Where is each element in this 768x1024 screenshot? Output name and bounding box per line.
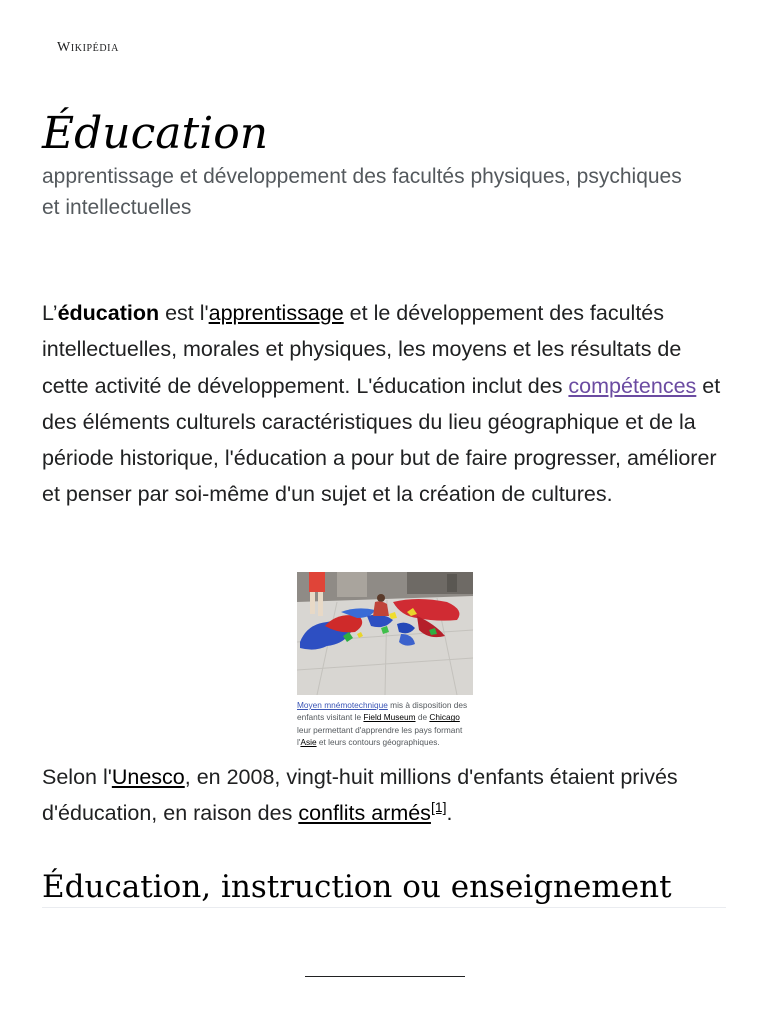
caption-text: leur permettant d'apprendre les pays formant l' <box>297 724 463 747</box>
link-conflits-armes[interactable]: conflits armés <box>298 801 431 826</box>
text-run: . <box>446 801 453 826</box>
text-run: Selon l' <box>42 765 112 789</box>
caption-text: mis à disposition des enfants visitant le <box>297 700 468 723</box>
text-run: et des éléments culturels caractéristiques du lieu géographique et de la période historique, l'éducation a pour but de faire progresser, améliorer et penser par soi-même d'un sujet et la création de cultures. <box>42 373 721 507</box>
link-competences[interactable]: compétences <box>568 373 697 398</box>
link-moyen-mnemotechnique[interactable]: Moyen mnémotechnique <box>297 700 388 710</box>
section-heading[interactable]: Éducation, instruction ou enseignement <box>42 869 672 905</box>
figure-image[interactable] <box>297 572 473 695</box>
article-figure <box>297 572 473 748</box>
wikipedia-wordmark[interactable]: Wikipédia <box>57 40 119 55</box>
text-run: , en 2008, vingt-huit millions d'enfants étaient privés d'éducation, en raison des <box>42 765 678 826</box>
link-apprentissage[interactable]: apprentissage <box>208 301 344 325</box>
text-run: est l' <box>159 301 209 325</box>
caption-text: et leurs contours géographiques. <box>316 736 440 747</box>
link-asie[interactable]: Asie <box>300 736 317 747</box>
figure-caption <box>297 699 473 748</box>
footer-divider <box>305 976 465 977</box>
bold-term: éducation <box>57 301 160 325</box>
caption-text: de <box>415 712 430 723</box>
unesco-paragraph <box>42 759 732 832</box>
link-unesco[interactable]: Unesco <box>111 765 185 789</box>
intro-paragraph <box>42 295 732 513</box>
page-subtitle: apprentissage et développement des facultés physiques, psychiques et intellectuelles <box>42 165 682 219</box>
section-divider <box>42 907 726 908</box>
text-run: et le développement des facultés intellectuelles, morales et physiques, les moyens et les résultats de cette activité de développement. L'éducation inclut des <box>42 301 682 398</box>
link-chicago[interactable]: Chicago <box>429 712 460 723</box>
text-run: L’ <box>42 301 58 325</box>
page-title: Éducation <box>42 108 269 159</box>
reference-link-1[interactable]: [1] <box>430 799 447 816</box>
link-field-museum[interactable]: Field Museum <box>363 712 416 723</box>
